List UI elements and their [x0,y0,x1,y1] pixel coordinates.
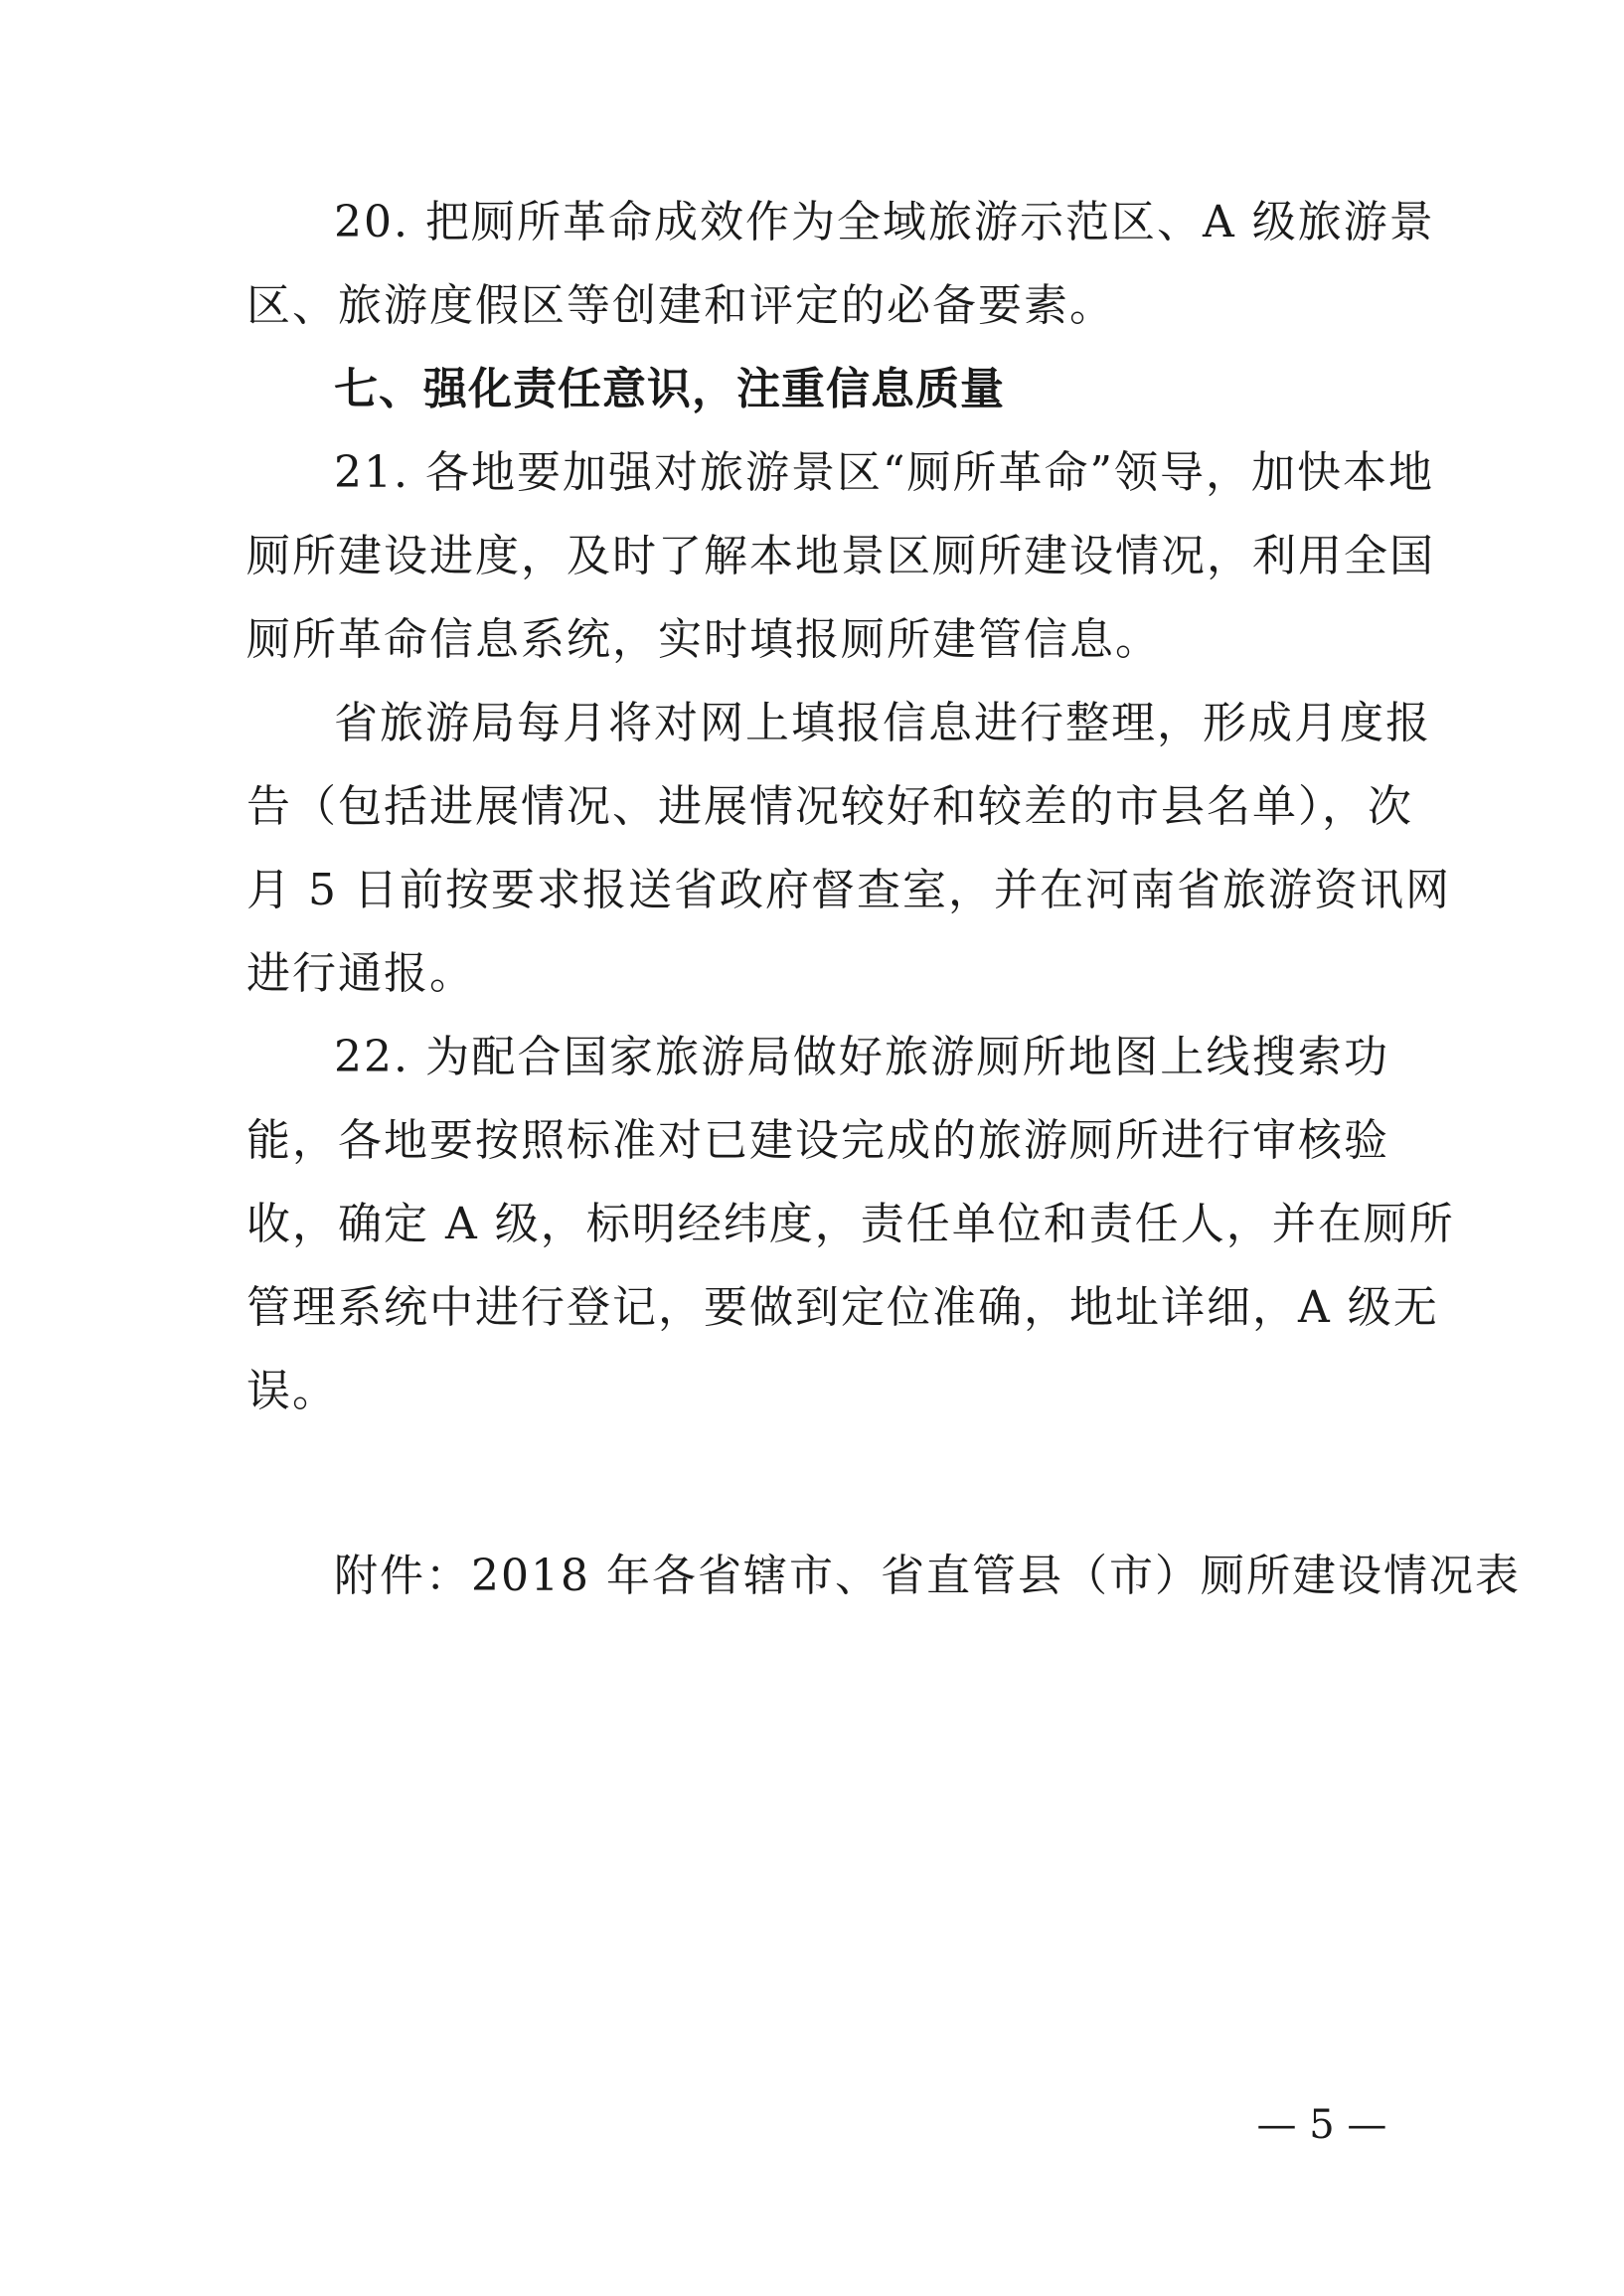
report-paragraph-line-4: 进行通报。 [246,948,475,999]
report-paragraph-line-3: 月 5 日前按要求报送省政府督查室，并在河南省旅游资讯网 [246,865,1451,915]
report-paragraph-line-2: 告（包括进展情况、进展情况较好和较差的市县名单），次 [246,781,1413,832]
item-21-line-3: 厕所革命信息系统，实时填报厕所建管信息。 [246,614,1161,665]
attachment-line: 附件：2018 年各省辖市、省直管县（市）厕所建设情况表 [334,1551,1521,1601]
item-22-line-3: 收，确定 A 级，标明经纬度，责任单位和责任人，并在厕所 [246,1199,1455,1249]
item-20-line-1: 20. 把厕所革命成效作为全域旅游示范区、A 级旅游景 [334,197,1435,247]
item-22-line-5: 误。 [246,1366,338,1416]
item-22-line-2: 能，各地要按照标准对已建设完成的旅游厕所进行审核验 [246,1115,1389,1166]
report-paragraph-line-1: 省旅游局每月将对网上填报信息进行整理，形成月度报 [334,698,1431,748]
item-22-line-4: 管理系统中进行登记，要做到定位准确，地址详细，A 级无 [246,1282,1439,1333]
item-21-line-2: 厕所建设进度，及时了解本地景区厕所建设情况，利用全国 [246,531,1435,581]
page-number: — 5 — [1256,2102,1387,2148]
item-21-line-1: 21. 各地要加强对旅游景区“厕所革命”领导，加快本地 [334,447,1434,498]
item-22-line-1: 22. 为配合国家旅游局做好旅游厕所地图上线搜索功 [334,1032,1389,1082]
section-7-heading: 七、强化责任意识，注重信息质量 [334,364,1005,414]
item-20-line-2: 区、旅游度假区等创建和评定的必备要素。 [246,280,1115,331]
